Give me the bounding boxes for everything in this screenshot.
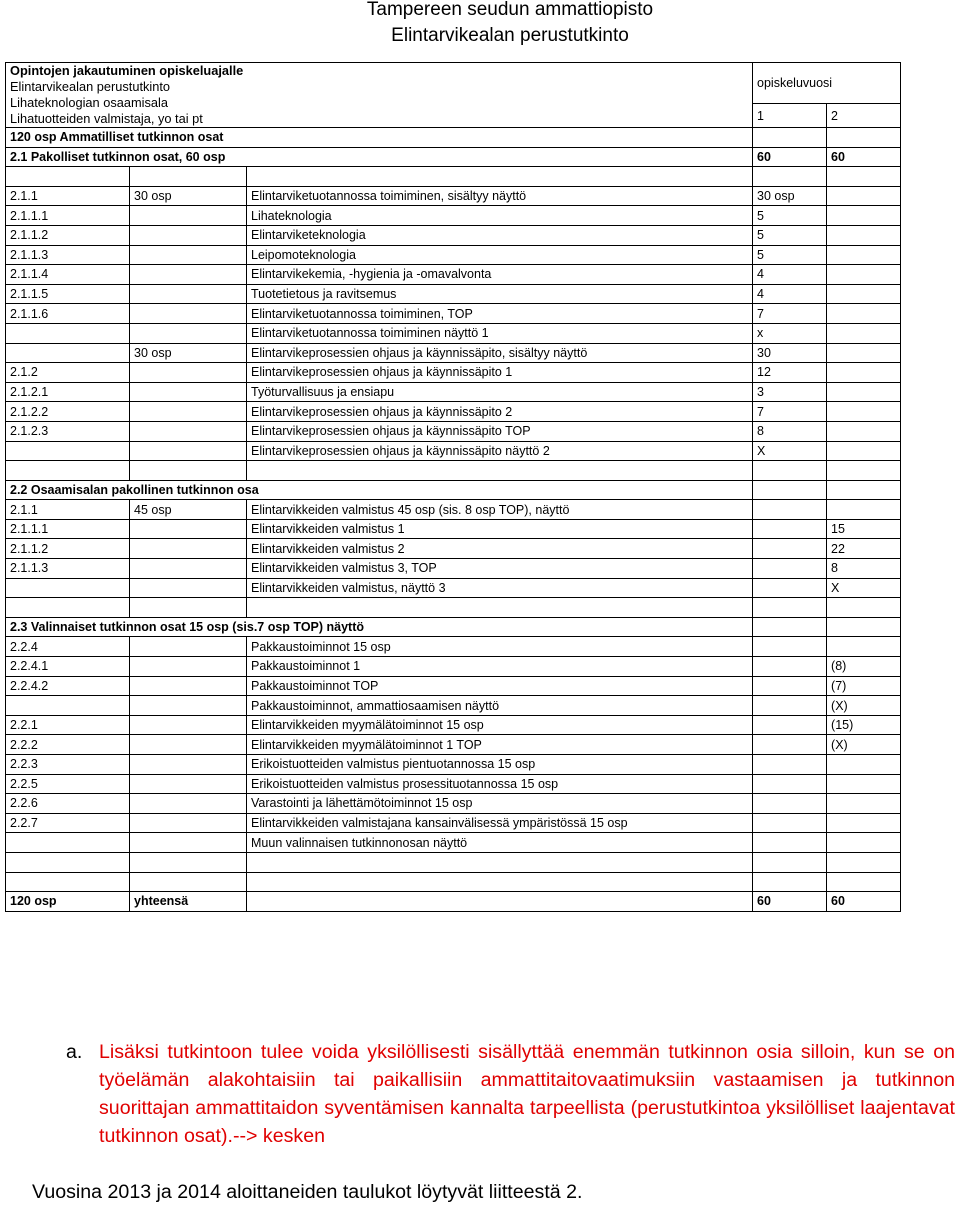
year-2-value-cell: 60 [827,892,901,912]
table-row [6,852,901,872]
table-row [6,225,901,245]
year-1-value-cell: 3 [753,382,827,402]
unit-name-cell: Työturvallisuus ja ensiapu [247,382,753,402]
table-row [6,363,901,383]
code-cell [6,833,130,853]
credits-cell [130,441,247,461]
year-2-value-cell [827,852,901,872]
credits-cell [130,852,247,872]
year-1-value-cell [753,872,827,892]
section-title-cell: 2.1 Pakolliset tutkinnon osat, 60 osp [6,147,753,167]
code-cell: 2.1.1.2 [6,539,130,559]
credits-cell [130,421,247,441]
year-1-value-cell [753,598,827,618]
code-cell: 2.2.4.1 [6,657,130,677]
year-2-value-cell: 15 [827,519,901,539]
table-row [6,323,901,343]
year-1-value-cell [753,755,827,775]
credits-cell [130,225,247,245]
code-cell [6,872,130,892]
table-row [6,578,901,598]
table-row [6,715,901,735]
credits-cell [130,363,247,383]
code-cell [6,323,130,343]
unit-name-cell: Elintarvikeprosessien ohjaus ja käynnissäpito, sisältyy näyttö [247,343,753,363]
code-cell: 2.1.1.5 [6,284,130,304]
credits-cell [130,696,247,716]
unit-name-cell: Pakkaustoiminnot, ammattiosaamisen näyttö [247,696,753,716]
year-2-value-cell [827,186,901,206]
section-title-cell: 120 osp Ammatilliset tutkinnon osat [6,128,753,148]
code-cell [6,852,130,872]
year-2-value-cell: (15) [827,715,901,735]
table-row [6,559,901,579]
section-title-cell: 2.3 Valinnaiset tutkinnon osat 15 osp (sis.7 osp TOP) näyttö [6,617,753,637]
study-year-label: opiskeluvuosi [753,63,901,104]
unit-name-cell: Elintarvikkeiden valmistajana kansainvälisessä ympäristössä 15 osp [247,813,753,833]
year-1-value-cell [753,539,827,559]
unit-name-cell: Elintarvikeprosessien ohjaus ja käynnissäpito näyttö 2 [247,441,753,461]
year-2-value-cell [827,755,901,775]
year-1-value-cell: 4 [753,284,827,304]
credits-cell [130,735,247,755]
table-row [6,500,901,520]
program-description-cell [6,63,753,128]
unit-name-cell [247,872,753,892]
year-1-value-cell [753,500,827,520]
year-2-value-cell: X [827,578,901,598]
year-1-value-cell [753,735,827,755]
year-1-value-cell: 8 [753,421,827,441]
year-2-value-cell: (8) [827,657,901,677]
year-2-value-cell [827,402,901,422]
code-cell: 2.1.1 [6,186,130,206]
credits-cell [130,657,247,677]
study-plan-table [5,62,901,912]
table-row [6,206,901,226]
credits-cell [130,304,247,324]
program-header-line: Elintarvikealan perustutkinto [10,79,171,94]
code-cell: 2.1.2.1 [6,382,130,402]
code-cell: 120 osp [6,892,130,912]
code-cell: 2.2.4 [6,637,130,657]
unit-name-cell: Muun valinnaisen tutkinnonosan näyttö [247,833,753,853]
year-1-value-cell [753,657,827,677]
table-row [6,128,901,148]
year-1-value-cell: 7 [753,304,827,324]
unit-name-cell: Varastointi ja lähettämötoiminnot 15 osp [247,794,753,814]
year-1-value-cell: 4 [753,265,827,285]
code-cell [6,461,130,481]
year-2-value-cell [827,421,901,441]
credits-cell [130,461,247,481]
table-row [6,755,901,775]
unit-name-cell: Elintarvikeprosessien ohjaus ja käynnissäpito TOP [247,421,753,441]
credits-cell [130,774,247,794]
year-1-value-cell: X [753,441,827,461]
year-1-value-cell [753,813,827,833]
year-2-value-cell [827,382,901,402]
table-row [6,265,901,285]
year-1-value-cell [753,578,827,598]
credits-cell [130,637,247,657]
year-2-value-cell [827,284,901,304]
year-1-label: 1 [753,104,827,128]
table-row [6,343,901,363]
year-1-value-cell [753,559,827,579]
year-2-value-cell [827,167,901,187]
footer-text: Vuosina 2013 ja 2014 aloittaneiden taulukot löytyvät liitteestä 2. [32,1181,583,1203]
year-1-value-cell: 60 [753,892,827,912]
table-row [6,539,901,559]
year-1-value-cell: 12 [753,363,827,383]
code-cell: 2.1.2 [6,363,130,383]
code-cell: 2.2.5 [6,774,130,794]
table-row [6,676,901,696]
year-2-value-cell [827,304,901,324]
year-2-value-cell [827,598,901,618]
table-header-row [6,63,901,104]
table-row [6,813,901,833]
year-2-value-cell [827,617,901,637]
code-cell: 2.1.1.2 [6,225,130,245]
table-row [6,186,901,206]
year-2-value-cell [827,323,901,343]
program-header-line: Opintojen jakautuminen opiskeluajalle [10,63,244,78]
unit-name-cell: Lihateknologia [247,206,753,226]
credits-cell [130,382,247,402]
table-row [6,382,901,402]
code-cell: 2.1.2.2 [6,402,130,422]
table-row [6,245,901,265]
unit-name-cell: Erikoistuotteiden valmistus pientuotannossa 15 osp [247,755,753,775]
year-2-value-cell [827,245,901,265]
year-2-value-cell [827,206,901,226]
table-row [6,167,901,187]
unit-name-cell: Tuotetietous ja ravitsemus [247,284,753,304]
note-text: Lisäksi tutkintoon tulee voida yksilöllisesti sisällyttää enemmän tutkinnon osia silloin, kun se on työelämän alakohtaisiin tai paikallisiin ammattitaitovaatimuksiin vastaamisen ja tutkinnon suorittajan ammattitaidon syventämisen kannalta tarpeellista (perustutkintoa yksilölliset laajentavat tutkinnon osat).--> kesken [99,1041,955,1147]
unit-name-cell: Elintarvikkeiden myymälätoiminnot 1 TOP [247,735,753,755]
table-row [6,480,901,500]
year-1-value-cell: 30 osp [753,186,827,206]
code-cell [6,696,130,716]
unit-name-cell: Elintarvikkeiden valmistus, näyttö 3 [247,578,753,598]
year-2-value-cell [827,480,901,500]
program-header-line: Lihateknologian osaamisala [10,95,168,110]
year-2-label: 2 [827,104,901,128]
code-cell: 2.2.4.2 [6,676,130,696]
code-cell [6,578,130,598]
year-1-value-cell [753,833,827,853]
table-row [6,461,901,481]
unit-name-cell [247,892,753,912]
year-1-value-cell [753,617,827,637]
year-2-value-cell [827,833,901,853]
unit-name-cell: Elintarvikkeiden valmistus 1 [247,519,753,539]
code-cell: 2.1.2.3 [6,421,130,441]
unit-name-cell [247,167,753,187]
credits-cell [130,539,247,559]
year-1-value-cell [753,852,827,872]
year-2-value-cell [827,637,901,657]
code-cell: 2.1.1.4 [6,265,130,285]
code-cell: 2.2.7 [6,813,130,833]
unit-name-cell: Elintarvikkeiden valmistus 3, TOP [247,559,753,579]
year-2-value-cell [827,500,901,520]
table-row [6,774,901,794]
unit-name-cell: Elintarvikkeiden myymälätoiminnot 15 osp [247,715,753,735]
table-row [6,421,901,441]
year-1-value-cell [753,794,827,814]
unit-name-cell: Pakkaustoiminnot 15 osp [247,637,753,657]
unit-name-cell [247,461,753,481]
year-1-value-cell: 60 [753,147,827,167]
table-row [6,598,901,618]
program-header-line: Lihatuotteiden valmistaja, yo tai pt [10,111,203,126]
unit-name-cell: Elintarviketuotannossa toimiminen näyttö 1 [247,323,753,343]
credits-cell [130,833,247,853]
table-row [6,147,901,167]
code-cell: 2.1.1.3 [6,559,130,579]
table-row [6,284,901,304]
code-cell [6,598,130,618]
year-1-value-cell [753,774,827,794]
year-2-value-cell [827,813,901,833]
credits-cell [130,284,247,304]
credits-cell: 45 osp [130,500,247,520]
table-row [6,657,901,677]
year-2-value-cell: (7) [827,676,901,696]
unit-name-cell [247,598,753,618]
credits-cell [130,794,247,814]
year-2-value-cell [827,128,901,148]
year-1-value-cell: 5 [753,206,827,226]
unit-name-cell: Elintarvikeprosessien ohjaus ja käynnissäpito 1 [247,363,753,383]
year-1-value-cell [753,637,827,657]
table-row [6,617,901,637]
code-cell: 2.1.1 [6,500,130,520]
credits-cell [130,519,247,539]
unit-name-cell: Elintarviketuotannossa toimiminen, TOP [247,304,753,324]
unit-name-cell: Elintarvikkeiden valmistus 2 [247,539,753,559]
year-1-value-cell [753,696,827,716]
credits-cell [130,245,247,265]
credits-cell [130,813,247,833]
code-cell [6,441,130,461]
year-1-value-cell: 7 [753,402,827,422]
credits-cell: yhteensä [130,892,247,912]
unit-name-cell: Elintarvikkeiden valmistus 45 osp (sis. 8 osp TOP), näyttö [247,500,753,520]
credits-cell [130,206,247,226]
year-1-value-cell: x [753,323,827,343]
credits-cell: 30 osp [130,343,247,363]
table-row [6,872,901,892]
year-2-value-cell [827,265,901,285]
table-row [6,441,901,461]
year-1-value-cell [753,461,827,481]
code-cell: 2.1.1.1 [6,519,130,539]
table-row [6,519,901,539]
code-cell: 2.1.1.3 [6,245,130,265]
document-title: Tampereen seudun ammattiopisto [366,0,654,20]
credits-cell [130,559,247,579]
table-row [6,696,901,716]
code-cell [6,167,130,187]
unit-name-cell: Elintarviketuotannossa toimiminen, sisältyy näyttö [247,186,753,206]
credits-cell [130,323,247,343]
credits-cell [130,402,247,422]
year-2-value-cell [827,343,901,363]
unit-name-cell: Elintarvikekemia, -hygienia ja -omavalvonta [247,265,753,285]
year-1-value-cell [753,715,827,735]
year-2-value-cell [827,774,901,794]
table-row [6,304,901,324]
year-1-value-cell: 5 [753,245,827,265]
code-cell: 2.1.1.1 [6,206,130,226]
year-2-value-cell [827,363,901,383]
credits-cell: 30 osp [130,186,247,206]
credits-cell [130,872,247,892]
note-label: a. [66,1041,83,1063]
unit-name-cell: Erikoistuotteiden valmistus prosessituotannossa 15 osp [247,774,753,794]
table-row [6,637,901,657]
unit-name-cell: Leipomoteknologia [247,245,753,265]
unit-name-cell [247,852,753,872]
code-cell: 2.1.1.6 [6,304,130,324]
year-1-value-cell: 5 [753,225,827,245]
code-cell: 2.2.2 [6,735,130,755]
year-2-value-cell: 8 [827,559,901,579]
unit-name-cell: Pakkaustoiminnot TOP [247,676,753,696]
year-1-value-cell [753,519,827,539]
credits-cell [130,715,247,735]
year-2-value-cell [827,441,901,461]
code-cell [6,343,130,363]
code-cell: 2.2.6 [6,794,130,814]
year-2-value-cell [827,794,901,814]
year-2-value-cell [827,461,901,481]
credits-cell [130,598,247,618]
year-1-value-cell [753,167,827,187]
unit-name-cell: Elintarviketeknologia [247,225,753,245]
year-1-value-cell: 30 [753,343,827,363]
year-2-value-cell [827,872,901,892]
year-2-value-cell: (X) [827,735,901,755]
year-2-value-cell [827,225,901,245]
year-2-value-cell: (X) [827,696,901,716]
year-1-value-cell [753,128,827,148]
table-row [6,892,901,912]
credits-cell [130,578,247,598]
code-cell: 2.2.3 [6,755,130,775]
year-2-value-cell: 60 [827,147,901,167]
code-cell: 2.2.1 [6,715,130,735]
table-row [6,735,901,755]
unit-name-cell: Pakkaustoiminnot 1 [247,657,753,677]
credits-cell [130,755,247,775]
table-row [6,794,901,814]
section-title-cell: 2.2 Osaamisalan pakollinen tutkinnon osa [6,480,753,500]
table-row [6,833,901,853]
table-row [6,402,901,422]
year-1-value-cell [753,480,827,500]
credits-cell [130,265,247,285]
credits-cell [130,167,247,187]
document-subtitle: Elintarvikealan perustutkinto [391,25,629,46]
year-2-value-cell: 22 [827,539,901,559]
unit-name-cell: Elintarvikeprosessien ohjaus ja käynnissäpito 2 [247,402,753,422]
year-1-value-cell [753,676,827,696]
credits-cell [130,676,247,696]
